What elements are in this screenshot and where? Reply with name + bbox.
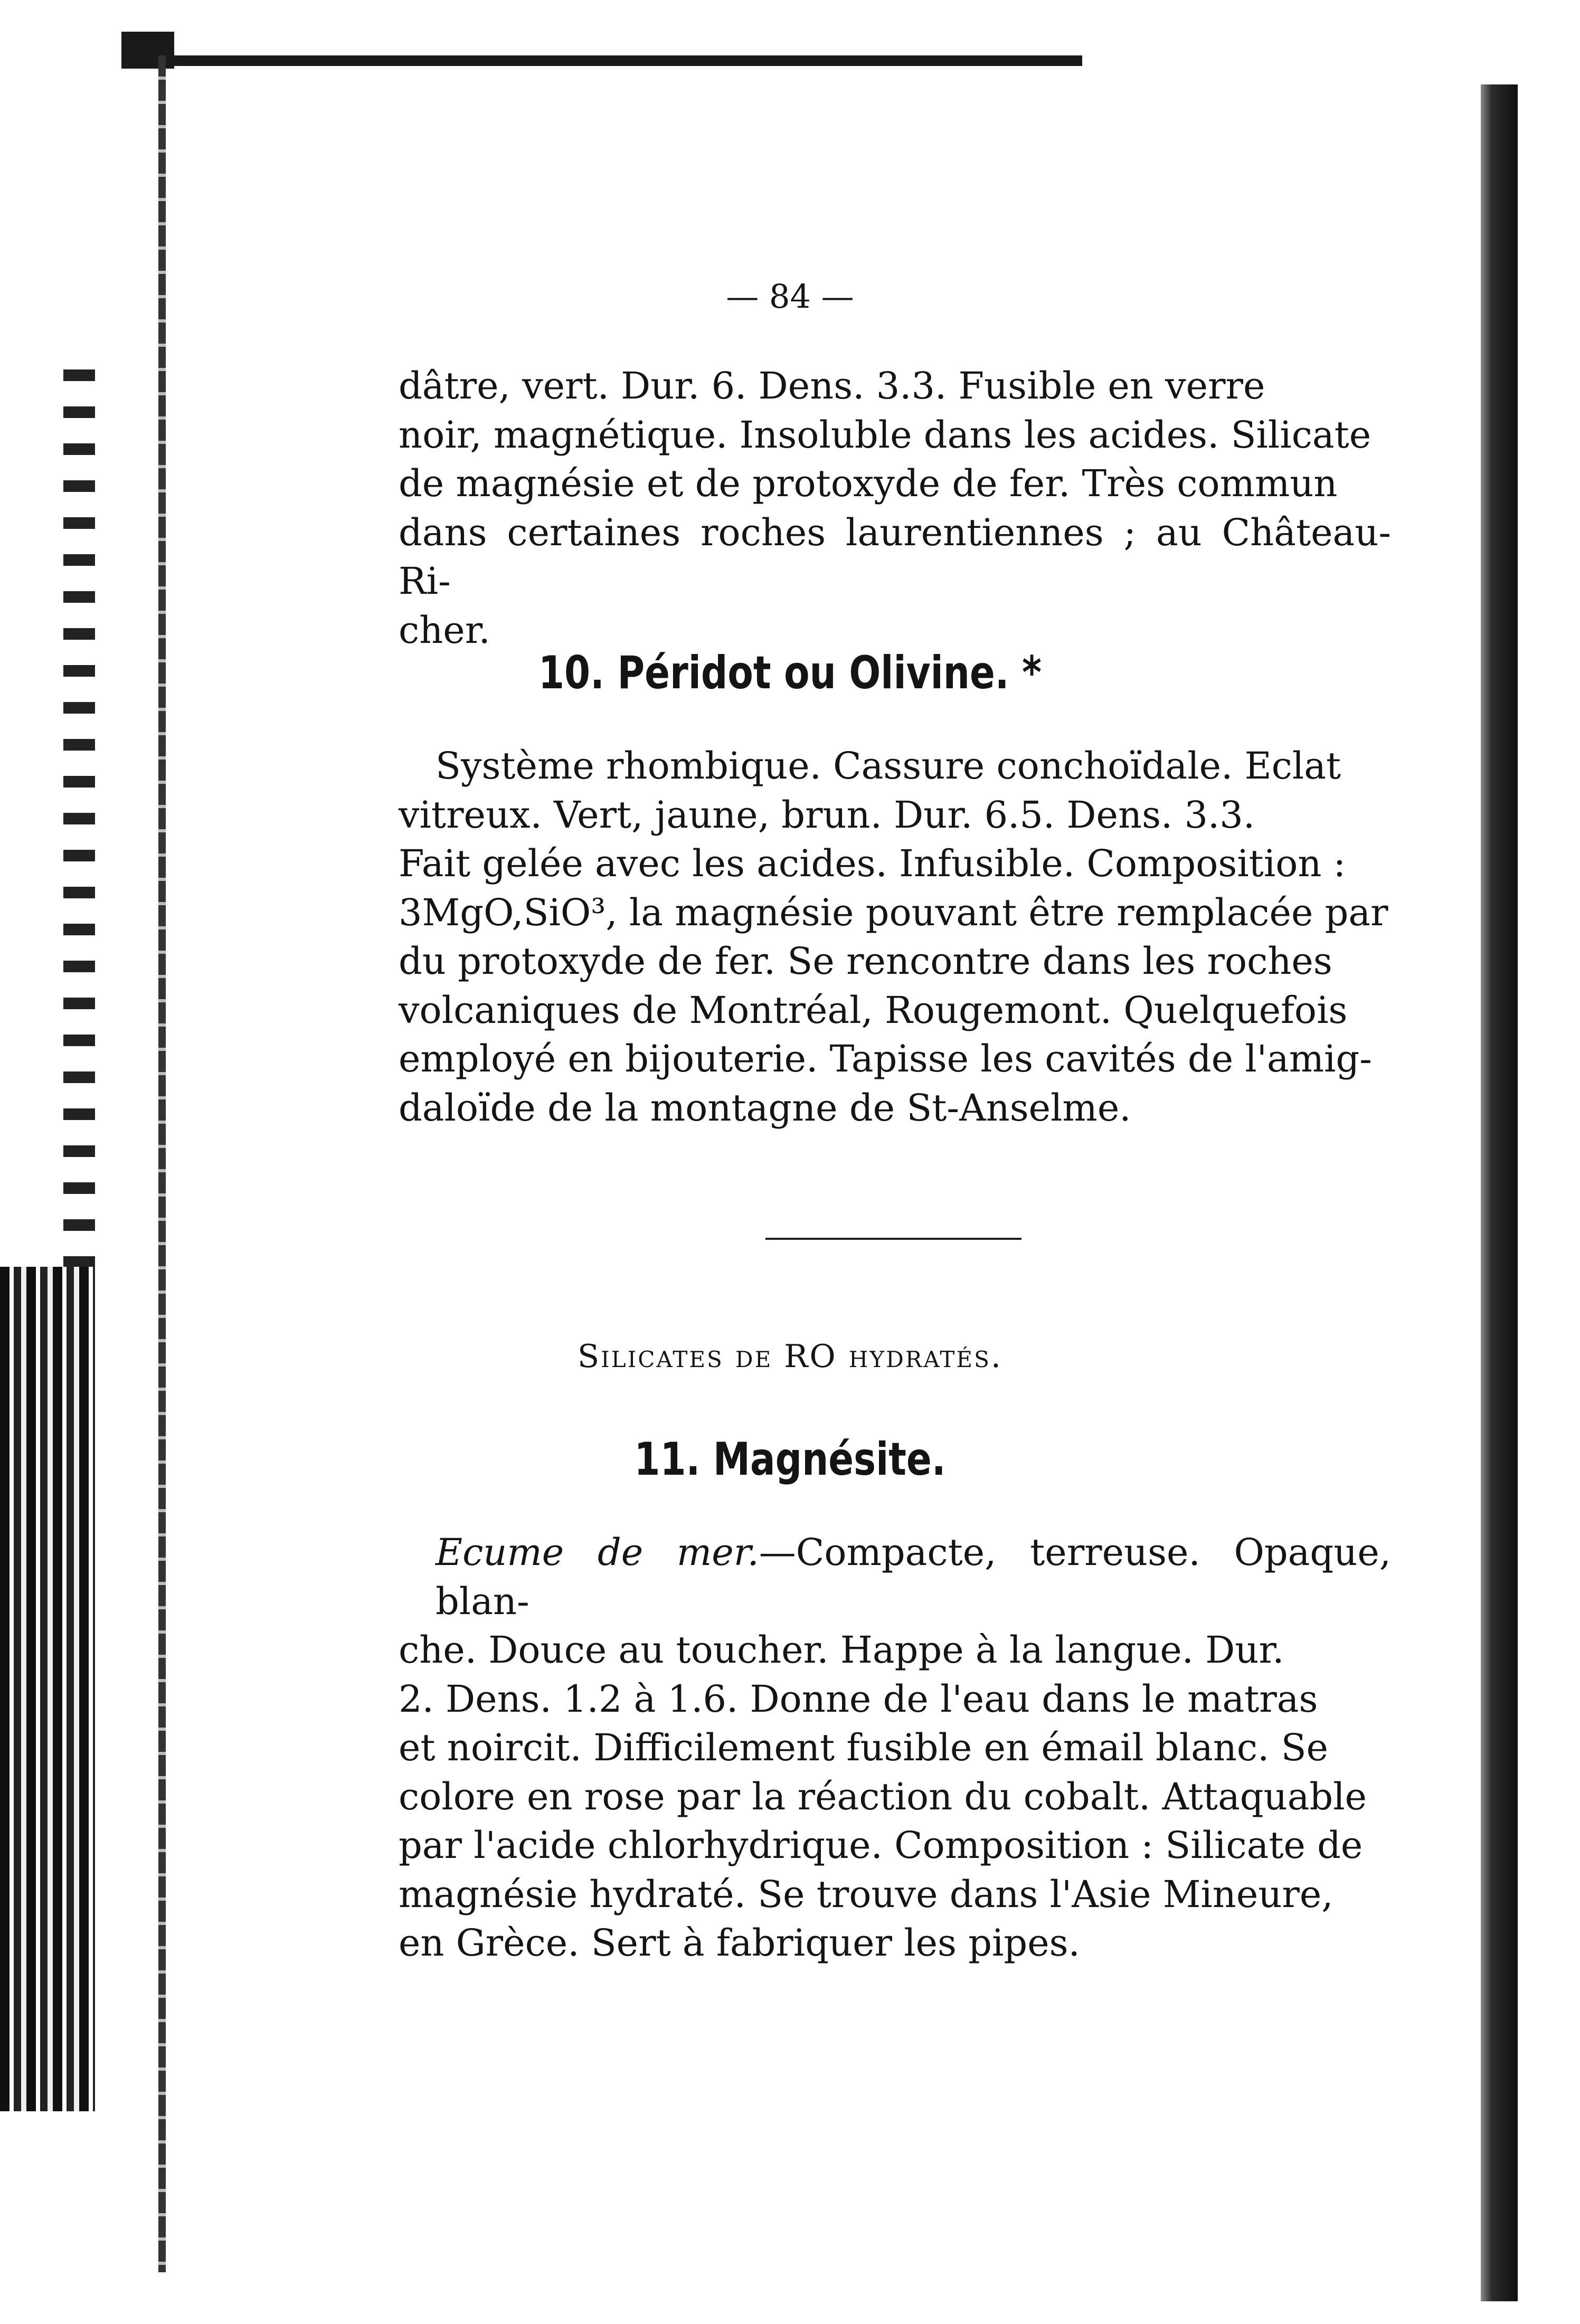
paragraph-section-11: [399, 1528, 1391, 1968]
text-line: che. Douce au toucher. Happe à la langue. Dur.: [399, 1628, 1284, 1672]
scan-right-border: [1481, 84, 1518, 2301]
text-line-lead: [399, 1528, 1391, 1626]
text-line: noir, magnétique. Insoluble dans les acides. Silicate: [399, 413, 1371, 457]
text-line: par l'acide chlorhydrique. Composition : Silicate de: [399, 1824, 1363, 1867]
text-line: magnésie hydraté. Se trouve dans l'Asie Mineure,: [399, 1872, 1333, 1916]
section-divider: [765, 1238, 1021, 1240]
paragraph-section-9-continuation: [399, 362, 1391, 654]
text-line: Système rhombique. Cassure conchoïdale. Eclat: [436, 744, 1341, 788]
text-line: —Compacte, terreuse. Opaque, blan-: [436, 1531, 1391, 1623]
text-line: employé en bijouterie. Tapisse les cavités de l'amig-: [399, 1037, 1372, 1080]
text-line: volcaniques de Montréal, Rougemont. Quelquefois: [399, 988, 1348, 1032]
text-line: de magnésie et de protoxyde de fer. Très commun: [399, 462, 1338, 505]
text-line: dans certaines roches laurentiennes ; au Château-Ri-: [399, 510, 1391, 603]
text-line: Fait gelée avec les acides. Infusible. Composition :: [399, 842, 1346, 885]
heading-section-10: 10. Péridot ou Olivine. *: [538, 647, 1042, 699]
italic-lead-term: Ecume de mer.: [436, 1531, 759, 1574]
text-line: 3MgO,SiO³, la magnésie pouvant être remplacée par: [399, 890, 1388, 934]
text-line: cher.: [399, 608, 490, 652]
text-line: vitreux. Vert, jaune, brun. Dur. 6.5. Dens. 3.3.: [399, 793, 1255, 837]
scan-left-ticks: [63, 369, 95, 1267]
scan-left-border: [158, 55, 166, 2272]
text-line: daloïde de la montagne de St-Anselme.: [399, 1086, 1131, 1130]
subheading-silicates-hydrates: Silicates de RO hydratés.: [578, 1338, 1002, 1375]
text-line: colore en rose par la réaction du cobalt. Attaquable: [399, 1775, 1367, 1818]
scan-top-border: [158, 55, 1082, 66]
heading-section-11: 11. Magnésite.: [634, 1433, 946, 1486]
text-line: du protoxyde de fer. Se rencontre dans les roches: [399, 940, 1332, 983]
text-line: 2. Dens. 1.2 à 1.6. Donne de l'eau dans le matras: [399, 1677, 1318, 1721]
scan-left-strip: [0, 1267, 95, 2111]
paragraph-section-10: [399, 742, 1391, 1132]
page-number: — 84 —: [726, 277, 854, 316]
text-line: en Grèce. Sert à fabriquer les pipes.: [399, 1921, 1080, 1965]
text-line: dâtre, vert. Dur. 6. Dens. 3.3. Fusible en verre: [399, 364, 1265, 407]
text-line: et noircit. Difficilement fusible en émail blanc. Se: [399, 1726, 1329, 1769]
